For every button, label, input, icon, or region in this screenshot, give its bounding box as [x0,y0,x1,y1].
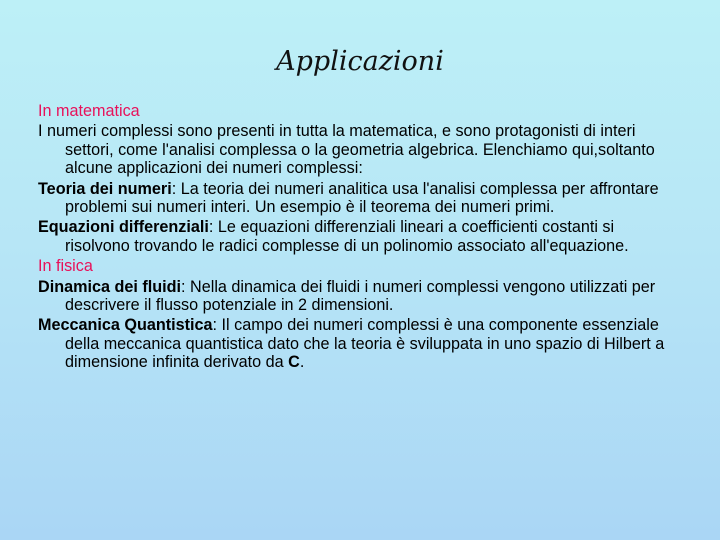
heading-mathematics: In matematica [38,102,140,120]
slide-body [38,102,678,373]
term-differential-equations: Equazioni differenziali [38,218,209,237]
heading-physics: In fisica [38,257,93,276]
paragraph-math-intro: I numeri complessi sono presenti in tutta la matematica, e sono protagonisti di interi settori, come l'analisi complessa o la geometria algebrica. Elenchiamo qui,soltanto alcune applicazioni dei numeri complessi: [38,122,655,178]
text-number-theory: : La teoria dei numeri analitica usa l'analisi complessa per affrontare problemi sui numeri interi. Un esempio è il teorema dei numeri primi. [65,179,659,216]
term-fluid-dynamics: Dinamica dei fluidi [38,277,182,296]
text-differential-equations: : Le equazioni differenziali lineari a coefficienti costanti si risolvono trovando le radici complesse di un polinomio associato all'equazione. [65,218,629,255]
paragraph-number-theory [38,180,678,217]
paragraph-fluid-dynamics [38,278,678,315]
paragraph-quantum-mechanics [38,316,678,371]
paragraph-differential-equations [38,218,678,255]
text-fluid-dynamics: : Nella dinamica dei fluidi i numeri complessi vengono utilizzati per descrivere il flusso potenziale in 2 dimensioni. [65,277,656,314]
term-number-theory: Teoria dei numeri [38,179,172,198]
text-quantum-mechanics: : Il campo dei numeri complessi è una componente essenziale della meccanica quantistica dato che la teoria è sviluppata in uno spazio di Hilbert a dimensione infinita derivato da [65,316,665,371]
text-quantum-end: . [299,352,305,371]
slide-title: Applicazioni [276,46,444,77]
term-quantum-mechanics: Meccanica Quantistica [38,316,213,335]
symbol-complex-field: C [288,352,300,371]
